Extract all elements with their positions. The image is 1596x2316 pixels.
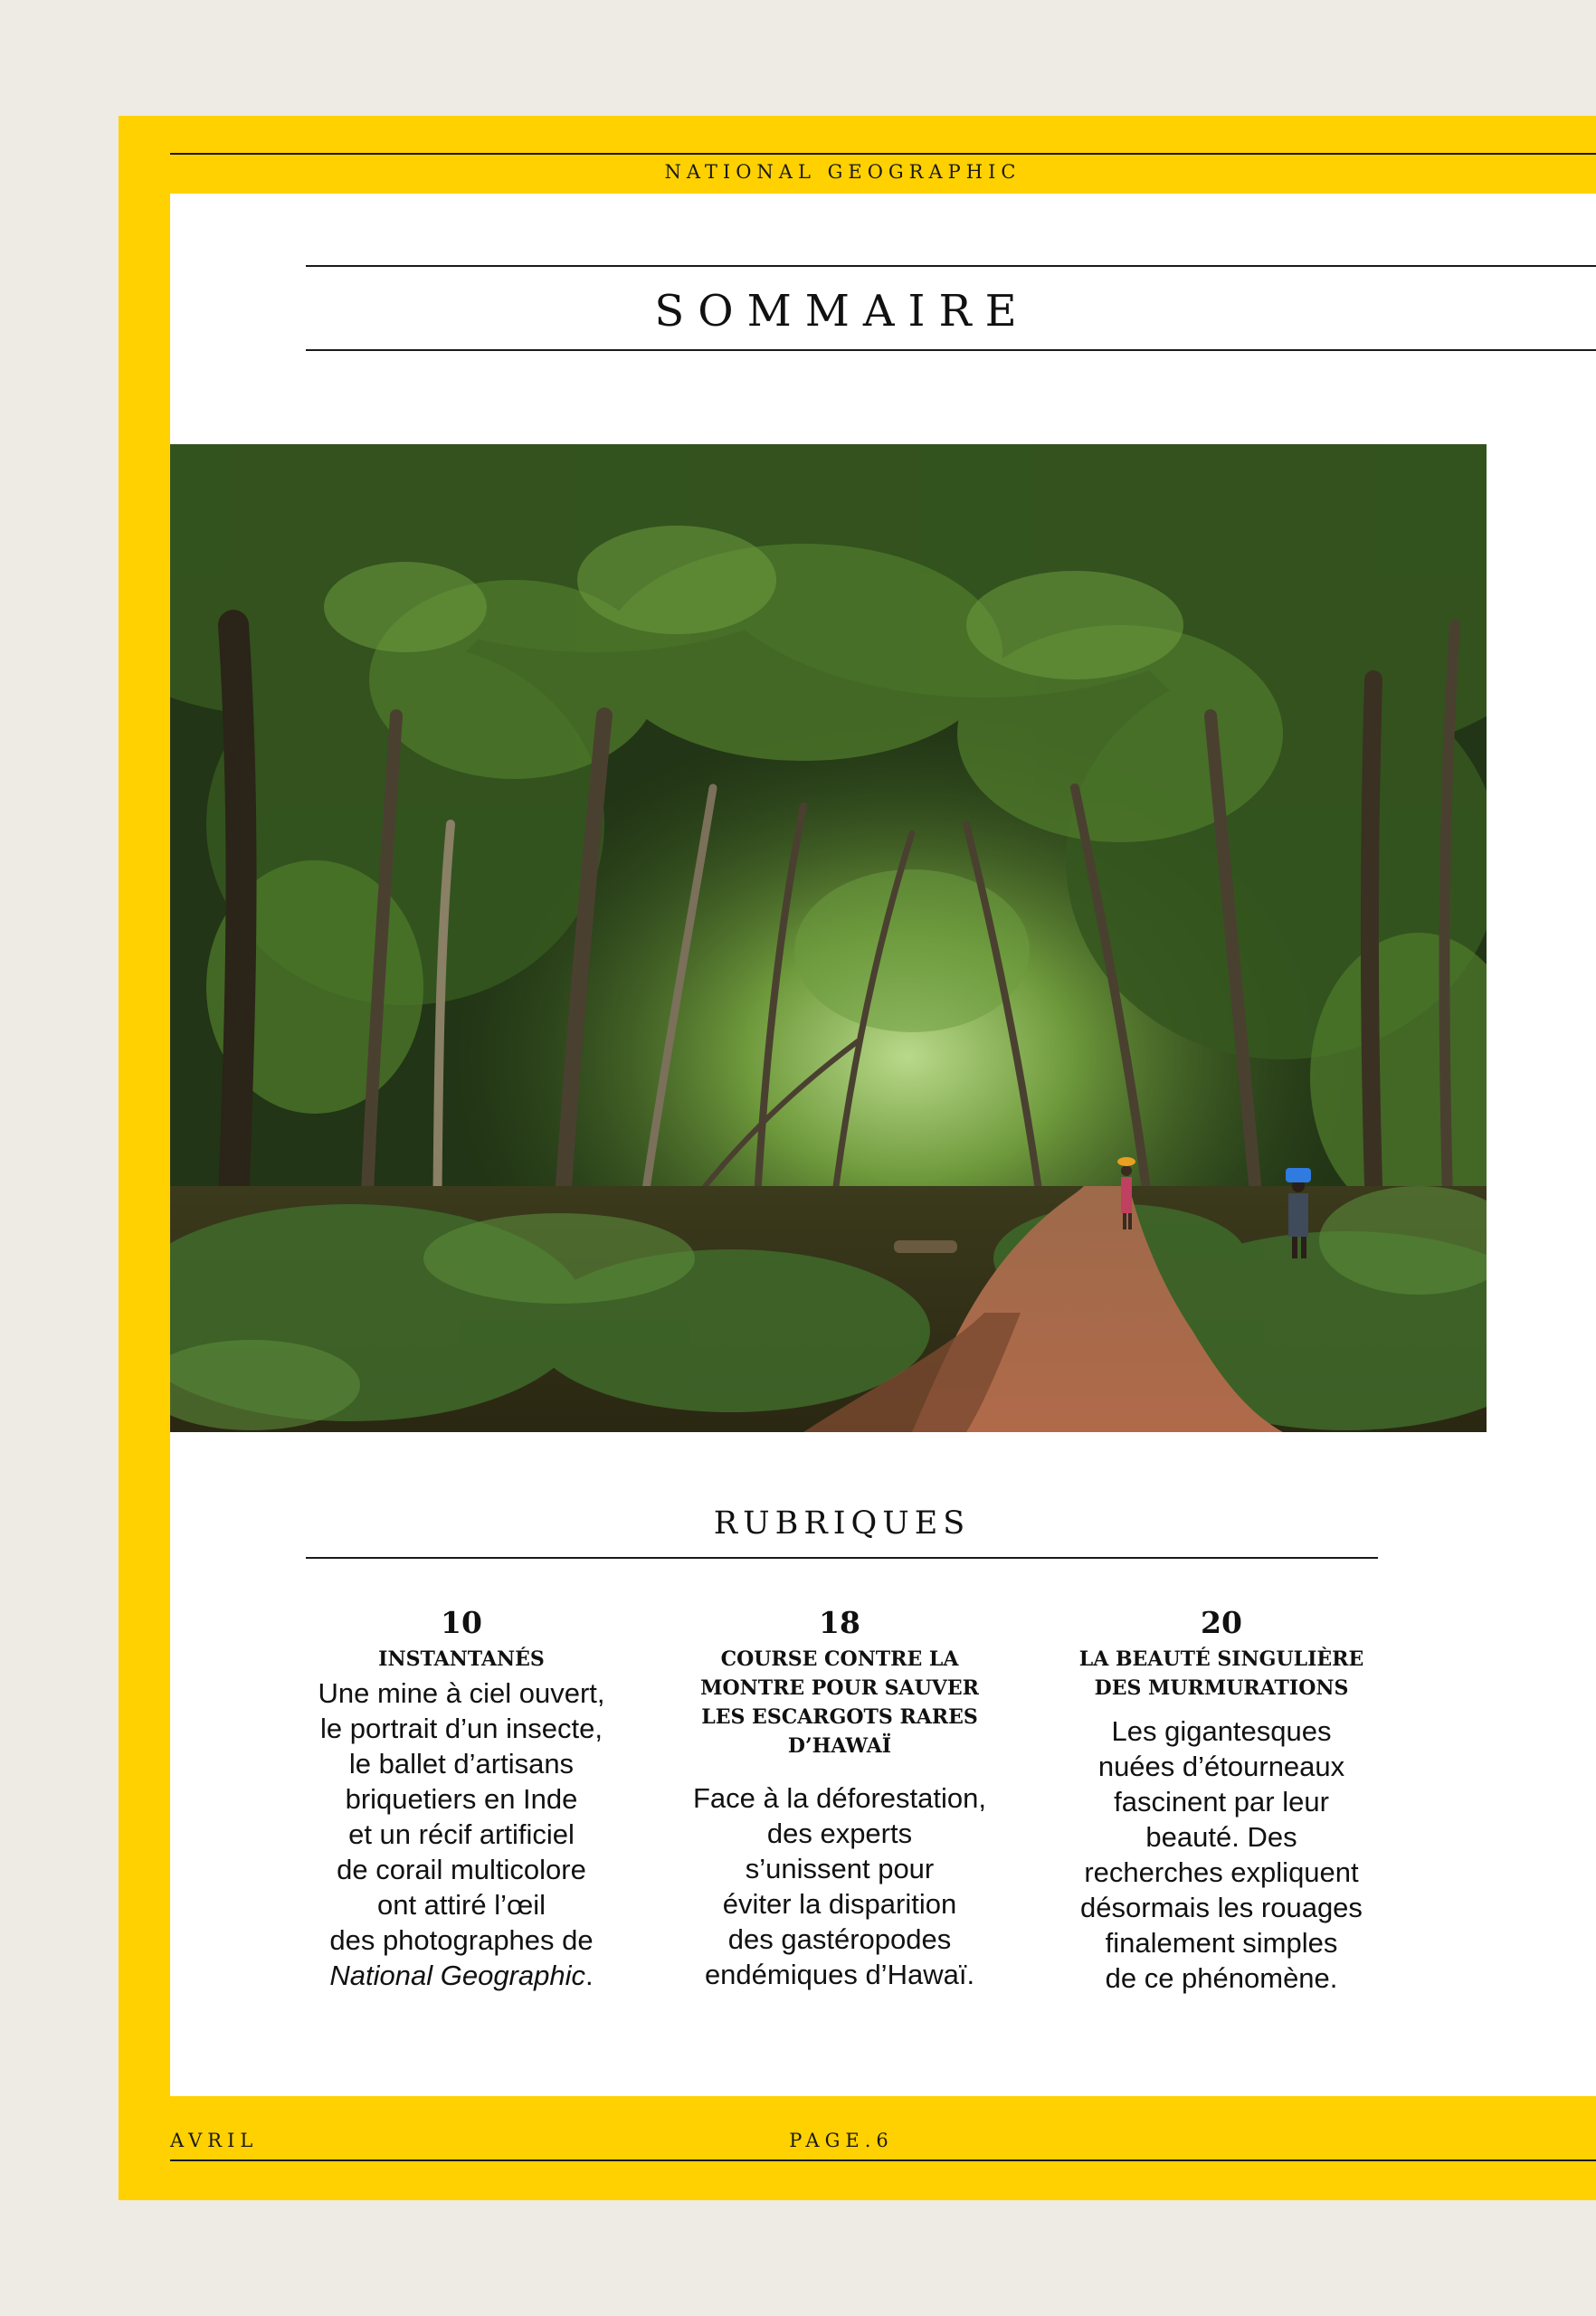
sommaire-rule-top [306,265,1596,267]
sommaire-rule-bottom [306,349,1596,351]
rubrique-heading: LA BEAUTÉ SINGULIÈRE DES MURMURATIONS [1078,1647,1364,1700]
rubrique-page-number: 10 [441,1605,482,1640]
forest-photo [170,444,1487,1432]
rubrique-item-20[interactable] [1050,1605,1393,1996]
rubrique-description: Une mine à ciel ouvert, le portrait d’un insecte, le ballet d’artisans briquetiers en Inde et un récif artificiel de corail multicolore ont attiré l’œil des photographes de National Geographic. [318,1677,605,1991]
footer-rule [170,2159,1596,2161]
rubrique-item-18[interactable] [668,1605,1012,1992]
rubriques-rule [306,1557,1378,1559]
rubrique-heading: COURSE CONTRE LA MONTRE POUR SAUVER LES ESCARGOTS RARES D’HAWAÏ [700,1647,979,1758]
brand-label: NATIONAL GEOGRAPHIC [664,161,1021,183]
top-rule [170,153,1596,155]
rubrique-page-number: 18 [819,1605,860,1640]
rubrique-item-10[interactable] [290,1605,633,1993]
rubriques-title: RUBRIQUES [713,1505,971,1542]
footer-month: AVRIL [170,2130,259,2151]
rubrique-heading: INSTANTANÉS [378,1647,545,1671]
rubrique-description: Face à la déforestation, des experts s’unissent pour éviter la disparition des gastéropodes endémiques d’Hawaï. [693,1782,986,1990]
rubrique-description: Les gigantesques nuées d’étourneaux fascinent par leur beauté. Des recherches expliquent désormais les rouages finalement simples de ce phénomène. [1080,1715,1363,1994]
footer-page-number: PAGE.6 [789,2130,894,2151]
rubrique-page-number: 20 [1201,1605,1242,1640]
page-title: SOMMAIRE [654,286,1031,337]
